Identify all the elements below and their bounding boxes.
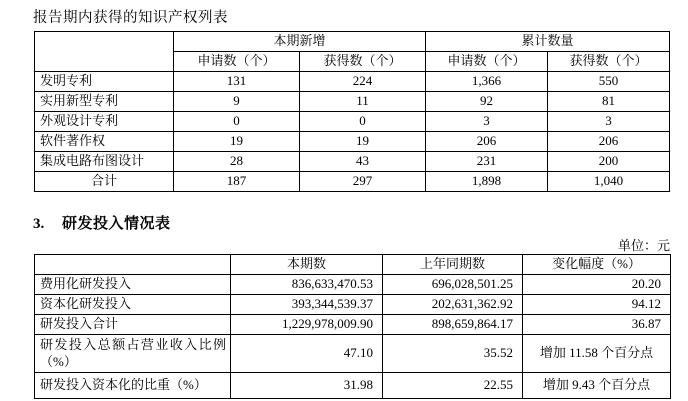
cell-value: 19 (300, 132, 426, 152)
ip-table-corner-cell (35, 32, 174, 72)
cell-value: 0 (300, 112, 426, 132)
table-row (35, 373, 671, 399)
cell-value: 9 (174, 92, 300, 112)
cell-value: 43 (300, 152, 426, 172)
ip-table-group-header-cumulative: 累计数量 (426, 32, 670, 52)
rd-table-header-row (35, 255, 671, 275)
section-title: 研发投入情况表 (62, 216, 171, 232)
cell-value: 1,366 (426, 72, 548, 92)
table-row (35, 72, 670, 92)
ip-table-group-header-current: 本期新增 (174, 32, 426, 52)
cell-value: 206 (548, 132, 670, 152)
cell-value: 0 (174, 112, 300, 132)
rd-investment-table (34, 254, 671, 399)
table-row (35, 92, 670, 112)
unit-label: 单位：元 (617, 238, 670, 253)
cell-value: 200 (548, 152, 670, 172)
cell-value: 28 (174, 152, 300, 172)
cell-value: 47.10 (231, 335, 383, 373)
cell-value: 3 (548, 112, 670, 132)
cell-value: 81 (548, 92, 670, 112)
cell-value: 393,344,539.37 (231, 295, 383, 315)
cell-value: 1,040 (548, 172, 670, 192)
ip-table-sub-header: 申请数（个） (174, 52, 300, 72)
cell-value: 11 (300, 92, 426, 112)
cell-value: 20.20 (523, 275, 671, 295)
cell-value: 1,229,978,009.90 (231, 315, 383, 335)
cell-value: 1,898 (426, 172, 548, 192)
row-label: 研发投入资本化的比重（%） (35, 373, 231, 399)
table-row (35, 132, 670, 152)
cell-value: 35.52 (383, 335, 523, 373)
ip-table-group-header-row (35, 32, 670, 52)
section-number: 3. (33, 216, 45, 232)
row-label: 研发投入总额占营业收入比例（%） (35, 335, 231, 373)
cell-value: 94.12 (523, 295, 671, 315)
section-heading (33, 212, 171, 233)
cell-value: 836,633,470.53 (231, 275, 383, 295)
row-label: 实用新型专利 (35, 92, 174, 112)
rd-table-header: 变化幅度（%） (523, 255, 671, 275)
row-label: 发明专利 (35, 72, 174, 92)
cell-value: 131 (174, 72, 300, 92)
ip-table-sub-header: 获得数（个） (548, 52, 670, 72)
rd-table-header: 上年同期数 (383, 255, 523, 275)
row-label: 费用化研发投入 (35, 275, 231, 295)
row-label: 合计 (35, 172, 174, 192)
cell-value: 297 (300, 172, 426, 192)
cell-value: 19 (174, 132, 300, 152)
cell-value: 898,659,864.17 (383, 315, 523, 335)
cell-value: 31.98 (231, 373, 383, 399)
row-label: 外观设计专利 (35, 112, 174, 132)
rd-table-corner-cell (35, 255, 231, 275)
ip-table-sub-header: 申请数（个） (426, 52, 548, 72)
row-label: 集成电路布图设计 (35, 152, 174, 172)
cell-value: 231 (426, 152, 548, 172)
cell-value: 增加 11.58 个百分点 (523, 335, 671, 373)
cell-value: 增加 9.43 个百分点 (523, 373, 671, 399)
cell-value: 22.55 (383, 373, 523, 399)
cell-value: 206 (426, 132, 548, 152)
row-label: 资本化研发投入 (35, 295, 231, 315)
table-row (35, 112, 670, 132)
page-title: 报告期内获得的知识产权列表 (33, 10, 228, 26)
row-label: 研发投入合计 (35, 315, 231, 335)
cell-value: 3 (426, 112, 548, 132)
cell-value: 550 (548, 72, 670, 92)
row-label: 软件著作权 (35, 132, 174, 152)
table-row (35, 335, 671, 373)
table-row-total (35, 172, 670, 192)
cell-value: 187 (174, 172, 300, 192)
cell-value: 202,631,362.92 (383, 295, 523, 315)
ip-rights-table (34, 31, 670, 192)
ip-table-sub-header: 获得数（个） (300, 52, 426, 72)
table-row (35, 315, 671, 335)
cell-value: 36.87 (523, 315, 671, 335)
rd-table-header: 本期数 (231, 255, 383, 275)
cell-value: 92 (426, 92, 548, 112)
table-row (35, 275, 671, 295)
cell-value: 224 (300, 72, 426, 92)
table-row (35, 295, 671, 315)
cell-value: 696,028,501.25 (383, 275, 523, 295)
table-row (35, 152, 670, 172)
